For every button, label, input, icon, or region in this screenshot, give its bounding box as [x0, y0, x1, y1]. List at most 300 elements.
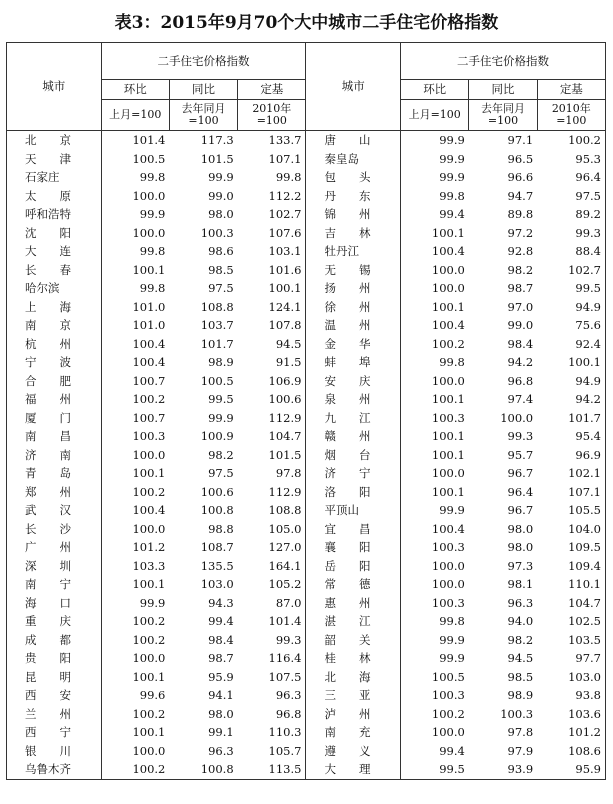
table-row: [7, 557, 606, 576]
mom-value-right: 100.0: [431, 262, 465, 277]
yoy-value-right: 99.0: [507, 318, 534, 332]
base-value-right: 103.0: [537, 668, 605, 687]
mom-value-right: 100.5: [431, 669, 465, 684]
city-name-right: 宜 昌: [306, 520, 401, 539]
mom-value-right: 100.1: [431, 392, 465, 406]
table-row: [7, 335, 606, 354]
mom-value-left: 99.8: [139, 281, 166, 295]
mom-value-right: 100.2: [431, 706, 465, 721]
city-name-right: 无 锡: [306, 261, 401, 280]
mom-value-left: 100.4: [132, 503, 166, 517]
city-name-right: 九 江: [306, 409, 401, 428]
city-name-left: 呼和浩特: [7, 205, 102, 224]
mom-value-left: 100.2: [132, 706, 166, 721]
yoy-value-right: 97.0: [507, 299, 534, 314]
mom-value-right: 100.4: [431, 521, 465, 536]
mom-value-left: 100.0: [132, 521, 166, 536]
yoy-value-left: 98.0: [208, 706, 234, 721]
yoy-value-right: 96.3: [507, 595, 534, 610]
mom-value-left: 100.0: [132, 188, 166, 203]
mom-value-left: 100.0: [132, 743, 166, 758]
base-value-left: 102.7: [238, 205, 306, 224]
city-name-left: 武 汉: [7, 501, 102, 520]
yoy-value-left: 101.7: [200, 336, 234, 351]
mom-value-left: 100.7: [132, 373, 166, 388]
city-name-left: 沈 阳: [7, 224, 102, 243]
table-row: [7, 760, 606, 779]
fixed-base-left: 2010年=100: [238, 100, 306, 131]
table-row: [7, 131, 606, 150]
table-row: [7, 446, 606, 465]
mom-value-right: 99.8: [439, 355, 465, 369]
mom-value-right: 100.1: [431, 484, 465, 499]
mom-value-right: 99.9: [439, 170, 465, 184]
yoy-value-right: 98.2: [507, 262, 534, 277]
yoy-value-right: 96.5: [507, 151, 534, 166]
price-index-table: [6, 42, 606, 780]
base-value-left: 112.2: [238, 187, 306, 206]
city-name-left: 长 春: [7, 261, 102, 280]
yoy-header-left: 同比: [169, 80, 237, 100]
base-value-right: 103.5: [537, 631, 605, 650]
yoy-value-left: 97.5: [208, 281, 234, 295]
table-row: [7, 686, 606, 705]
yoy-value-left: 99.4: [208, 614, 234, 628]
yoy-value-left: 100.9: [200, 429, 234, 443]
city-header-left: 城市: [7, 43, 102, 131]
base-value-left: 87.0: [238, 594, 306, 613]
yoy-value-left: 100.6: [200, 484, 234, 499]
city-name-right: 赣 州: [306, 427, 401, 446]
mom-value-left: 100.5: [132, 151, 166, 166]
base-value-left: 100.1: [238, 279, 306, 298]
city-name-left: 合 肥: [7, 372, 102, 391]
city-name-left: 哈尔滨: [7, 279, 102, 298]
city-name-left: 南 昌: [7, 427, 102, 446]
yoy-value-left: 94.1: [208, 688, 234, 702]
city-name-right: 三 亚: [306, 686, 401, 705]
city-name-right: 丹 东: [306, 187, 401, 206]
base-value-left: 99.8: [238, 168, 306, 187]
base-value-right: 95.3: [537, 150, 605, 169]
base-value-left: 127.0: [238, 538, 306, 557]
mom-value-right: 100.0: [431, 466, 465, 480]
yoy-value-left: 98.2: [208, 447, 234, 462]
base-value-left: 164.1: [238, 557, 306, 576]
table-row: [7, 390, 606, 409]
city-name-right: 徐 州: [306, 298, 401, 317]
yoy-value-left: 95.9: [208, 669, 234, 684]
city-name-right: 岳 阳: [306, 557, 401, 576]
base-value-left: 116.4: [238, 649, 306, 668]
yoy-value-right: 97.3: [507, 558, 534, 573]
base-value-right: 75.6: [537, 316, 605, 335]
table-row: [7, 649, 606, 668]
city-name-left: 西 宁: [7, 723, 102, 742]
yoy-value-right: 96.8: [507, 373, 534, 388]
mom-value-right: 99.8: [439, 614, 465, 628]
table-row: [7, 575, 606, 594]
mom-value-right: 100.0: [431, 373, 465, 388]
yoy-value-left: 100.8: [200, 503, 234, 517]
yoy-value-left: 98.5: [208, 262, 234, 277]
mom-value-right: 99.4: [439, 743, 465, 758]
mom-value-left: 101.4: [132, 133, 166, 147]
city-name-left: 南 宁: [7, 575, 102, 594]
base-value-left: 112.9: [238, 483, 306, 502]
city-name-right: 温 州: [306, 316, 401, 335]
yoy-value-right: 98.0: [507, 521, 534, 536]
base-value-right: 103.6: [537, 705, 605, 724]
table-row: [7, 150, 606, 169]
city-name-right: 蚌 埠: [306, 353, 401, 372]
city-name-left: 石家庄: [7, 168, 102, 187]
city-name-left: 贵 阳: [7, 649, 102, 668]
city-name-right: 安 庆: [306, 372, 401, 391]
mom-value-left: 99.9: [139, 595, 166, 610]
table-row: [7, 668, 606, 687]
city-name-left: 银 川: [7, 742, 102, 761]
base-value-left: 101.4: [238, 612, 306, 631]
city-name-right: 襄 阳: [306, 538, 401, 557]
city-name-left: 济 南: [7, 446, 102, 465]
base-header-left: 定基: [238, 80, 306, 100]
base-value-right: 102.7: [537, 261, 605, 280]
mom-value-right: 100.1: [431, 225, 465, 240]
base-value-right: 102.5: [537, 612, 605, 631]
yoy-header-right: 同比: [469, 80, 537, 100]
yoy-value-left: 100.8: [169, 760, 237, 779]
mom-value-right: 100.1: [431, 299, 465, 314]
table-row: [7, 409, 606, 428]
base-value-left: 106.9: [238, 372, 306, 391]
city-header-right: 城市: [306, 43, 401, 131]
mom-base-right: 上月=100: [401, 100, 469, 131]
base-value-left: 96.8: [238, 705, 306, 724]
mom-value-left: 100.0: [132, 651, 166, 665]
base-value-right: 101.2: [537, 723, 605, 742]
base-value-right: 101.7: [537, 409, 605, 428]
city-name-left: 大 连: [7, 242, 102, 261]
yoy-value-left: 103.7: [200, 318, 234, 332]
yoy-value-right: 92.8: [507, 244, 534, 258]
table-row: [7, 742, 606, 761]
base-value-right: 96.9: [537, 446, 605, 465]
city-name-left: 重 庆: [7, 612, 102, 631]
mom-value-left: 100.2: [132, 392, 166, 406]
yoy-value-left: 98.8: [208, 521, 234, 536]
city-name-right: 济 宁: [306, 464, 401, 483]
mom-value-right: 99.4: [439, 207, 465, 221]
yoy-value-left: 99.5: [208, 392, 234, 406]
city-name-left: 昆 明: [7, 668, 102, 687]
mom-value-right: 99.9: [439, 133, 465, 147]
city-name-left: 北 京: [7, 131, 102, 150]
city-name-right: 惠 州: [306, 594, 401, 613]
base-value-left: 107.8: [238, 316, 306, 335]
table-row: [7, 538, 606, 557]
base-value-left: 94.5: [238, 335, 306, 354]
city-name-right: 南 充: [306, 723, 401, 742]
yoy-value-left: 100.3: [200, 225, 234, 240]
mom-value-right: 100.3: [431, 688, 465, 702]
yoy-value-left: 135.5: [200, 558, 234, 573]
yoy-value-left: 99.0: [208, 188, 234, 203]
mom-value-right: 100.0: [431, 558, 465, 573]
city-name-right: 金 华: [306, 335, 401, 354]
mom-value-left: 99.8: [139, 244, 166, 258]
mom-value-left: 100.4: [132, 355, 166, 369]
mom-value-right: 100.4: [431, 318, 465, 332]
yoy-value-right: 93.9: [469, 760, 537, 779]
fixed-base-right: 2010年=100: [537, 100, 605, 131]
base-value-right: 99.5: [537, 279, 605, 298]
yoy-value-left: 100.5: [200, 373, 234, 388]
mom-value-right: 100.0: [431, 577, 465, 591]
mom-value-right: 100.1: [431, 429, 465, 443]
base-value-right: 99.3: [537, 224, 605, 243]
yoy-value-right: 97.8: [507, 725, 534, 739]
base-value-right: 109.5: [537, 538, 605, 557]
mom-value-left: 101.0: [132, 318, 166, 332]
base-value-right: 95.4: [537, 427, 605, 446]
city-name-left: 广 州: [7, 538, 102, 557]
base-value-right: 104.7: [537, 594, 605, 613]
city-name-right: 扬 州: [306, 279, 401, 298]
city-name-right: 锦 州: [306, 205, 401, 224]
mom-value-left: 101.0: [132, 299, 166, 314]
base-value-right: 95.9: [537, 760, 605, 779]
yoy-value-right: 94.2: [507, 355, 534, 369]
yoy-value-left: 98.4: [208, 632, 234, 647]
mom-base-left: 上月=100: [101, 100, 169, 131]
table-row: [7, 224, 606, 243]
yoy-value-right: 97.1: [507, 133, 534, 147]
base-value-left: 91.5: [238, 353, 306, 372]
mom-value-right: 100.0: [431, 281, 465, 295]
city-name-right: 常 德: [306, 575, 401, 594]
yoy-value-left: 94.3: [208, 595, 234, 610]
base-value-left: 107.6: [238, 224, 306, 243]
mom-value-left: 100.2: [132, 484, 166, 499]
city-name-left: 郑 州: [7, 483, 102, 502]
yoy-value-right: 98.2: [507, 632, 534, 647]
city-name-right: 湛 江: [306, 612, 401, 631]
city-name-right: 桂 林: [306, 649, 401, 668]
base-value-right: 96.4: [537, 168, 605, 187]
city-name-right: 唐 山: [306, 131, 401, 150]
table-row: [7, 520, 606, 539]
mom-value-left: 99.8: [139, 170, 166, 184]
base-value-left: 100.6: [238, 390, 306, 409]
base-value-left: 113.5: [238, 760, 306, 779]
base-value-right: 107.1: [537, 483, 605, 502]
table-row: [7, 168, 606, 187]
yoy-value-left: 98.6: [208, 244, 234, 258]
mom-value-left: 100.0: [132, 447, 166, 462]
city-name-left: 南 京: [7, 316, 102, 335]
base-header-right: 定基: [537, 80, 605, 100]
base-value-right: 109.4: [537, 557, 605, 576]
yoy-value-right: 98.9: [507, 688, 534, 702]
yoy-value-right: 98.0: [507, 540, 534, 554]
base-value-right: 100.1: [537, 353, 605, 372]
index-group-header-right: 二手住宅价格指数: [401, 43, 606, 80]
yoy-value-left: 103.0: [200, 577, 234, 591]
city-name-right: 洛 阳: [306, 483, 401, 502]
base-value-left: 96.3: [238, 686, 306, 705]
table-row: [7, 298, 606, 317]
yoy-value-left: 108.8: [200, 299, 234, 314]
mom-value-left: 100.1: [132, 725, 166, 739]
yoy-value-right: 98.5: [507, 669, 534, 684]
base-value-right: 102.1: [537, 464, 605, 483]
table-row: [7, 501, 606, 520]
city-name-right: 韶 关: [306, 631, 401, 650]
city-name-left: 杭 州: [7, 335, 102, 354]
yoy-value-left: 117.3: [200, 133, 234, 147]
yoy-value-right: 100.0: [500, 410, 534, 425]
base-value-left: 105.2: [238, 575, 306, 594]
city-name-left: 天 津: [7, 150, 102, 169]
mom-value-left: 100.2: [132, 614, 166, 628]
city-name-left: 青 岛: [7, 464, 102, 483]
mom-header-left: 环比: [101, 80, 169, 100]
table-row: [7, 372, 606, 391]
mom-value-left: 100.2: [132, 632, 166, 647]
city-name-left: 兰 州: [7, 705, 102, 724]
table-row: [7, 205, 606, 224]
table-row: [7, 631, 606, 650]
table-row: [7, 723, 606, 742]
table-row: [7, 483, 606, 502]
yoy-value-right: 89.8: [507, 207, 534, 221]
mom-value-left: 100.1: [132, 577, 166, 591]
base-value-left: 133.7: [238, 131, 306, 150]
yoy-value-right: 96.7: [507, 466, 534, 480]
yoy-value-left: 99.1: [208, 725, 234, 739]
table-row: [7, 279, 606, 298]
table-row: [7, 353, 606, 372]
mom-value-left: 103.3: [132, 558, 166, 573]
city-name-right: 包 头: [306, 168, 401, 187]
mom-value-right: 100.1: [431, 447, 465, 462]
yoy-value-right: 94.5: [507, 651, 534, 665]
city-name-right: 泉 州: [306, 390, 401, 409]
mom-header-right: 环比: [401, 80, 469, 100]
city-name-left: 成 都: [7, 631, 102, 650]
city-name-right: 平顶山: [306, 501, 401, 520]
city-name-right: 牡丹江: [306, 242, 401, 261]
city-name-left: 乌鲁木齐: [7, 760, 102, 779]
mom-value-left: 100.1: [132, 262, 166, 277]
city-name-right: 秦皇岛: [306, 150, 401, 169]
yoy-value-left: 98.0: [208, 207, 234, 221]
base-value-right: 94.9: [537, 298, 605, 317]
yoy-base-left: 去年同月=100: [169, 100, 237, 131]
mom-value-left: 100.2: [101, 760, 169, 779]
city-name-right: 遵 义: [306, 742, 401, 761]
yoy-value-right: 98.1: [507, 577, 534, 591]
base-value-right: 104.0: [537, 520, 605, 539]
city-name-left: 西 安: [7, 686, 102, 705]
city-name-left: 深 圳: [7, 557, 102, 576]
yoy-value-right: 98.7: [507, 281, 534, 295]
city-name-left: 太 原: [7, 187, 102, 206]
base-value-left: 101.5: [238, 446, 306, 465]
yoy-value-right: 96.7: [507, 503, 534, 517]
base-value-right: 105.5: [537, 501, 605, 520]
yoy-value-left: 96.3: [208, 743, 234, 758]
mom-value-right: 100.0: [431, 725, 465, 739]
yoy-base-right: 去年同月=100: [469, 100, 537, 131]
table-row: [7, 261, 606, 280]
base-value-left: 105.7: [238, 742, 306, 761]
city-name-right: 泸 州: [306, 705, 401, 724]
mom-value-right: 100.3: [431, 595, 465, 610]
mom-value-left: 100.1: [132, 669, 166, 684]
yoy-value-left: 98.9: [208, 355, 234, 369]
city-name-right: 吉 林: [306, 224, 401, 243]
mom-value-right: 99.9: [439, 651, 465, 665]
base-value-left: 104.7: [238, 427, 306, 446]
yoy-value-right: 96.4: [507, 484, 534, 499]
base-value-left: 124.1: [238, 298, 306, 317]
mom-value-right: 100.3: [431, 410, 465, 425]
yoy-value-right: 94.7: [507, 188, 534, 203]
mom-value-left: 99.9: [139, 207, 166, 221]
base-value-left: 101.6: [238, 261, 306, 280]
city-name-left: 海 口: [7, 594, 102, 613]
base-value-left: 107.1: [238, 150, 306, 169]
base-value-left: 97.8: [238, 464, 306, 483]
city-name-left: 宁 波: [7, 353, 102, 372]
city-name-left: 上 海: [7, 298, 102, 317]
mom-value-left: 101.2: [132, 540, 166, 554]
base-value-right: 94.9: [537, 372, 605, 391]
yoy-value-right: 97.2: [507, 225, 534, 240]
mom-value-left: 100.7: [132, 410, 166, 425]
base-value-right: 108.6: [537, 742, 605, 761]
table-row: [7, 612, 606, 631]
table-row: [7, 705, 606, 724]
mom-value-right: 100.4: [431, 244, 465, 258]
mom-value-right: 99.8: [439, 188, 465, 203]
table-row: [7, 427, 606, 446]
yoy-value-right: 98.4: [507, 336, 534, 351]
base-value-left: 110.3: [238, 723, 306, 742]
mom-value-right: 100.3: [431, 540, 465, 554]
city-name-left: 厦 门: [7, 409, 102, 428]
base-value-left: 103.1: [238, 242, 306, 261]
yoy-value-right: 99.3: [507, 429, 534, 443]
yoy-value-left: 97.5: [208, 466, 234, 480]
base-value-right: 97.5: [537, 187, 605, 206]
table-body: [7, 131, 606, 780]
table-row: [7, 187, 606, 206]
mom-value-left: 100.1: [132, 466, 166, 480]
mom-value-right: 99.5: [401, 760, 469, 779]
city-name-left: 福 州: [7, 390, 102, 409]
table-row: [7, 316, 606, 335]
city-name-right: 烟 台: [306, 446, 401, 465]
base-value-left: 99.3: [238, 631, 306, 650]
index-group-header-left: 二手住宅价格指数: [101, 43, 306, 80]
yoy-value-right: 100.3: [500, 706, 534, 721]
city-name-left: 长 沙: [7, 520, 102, 539]
yoy-value-right: 97.4: [507, 392, 534, 406]
base-value-left: 108.8: [238, 501, 306, 520]
